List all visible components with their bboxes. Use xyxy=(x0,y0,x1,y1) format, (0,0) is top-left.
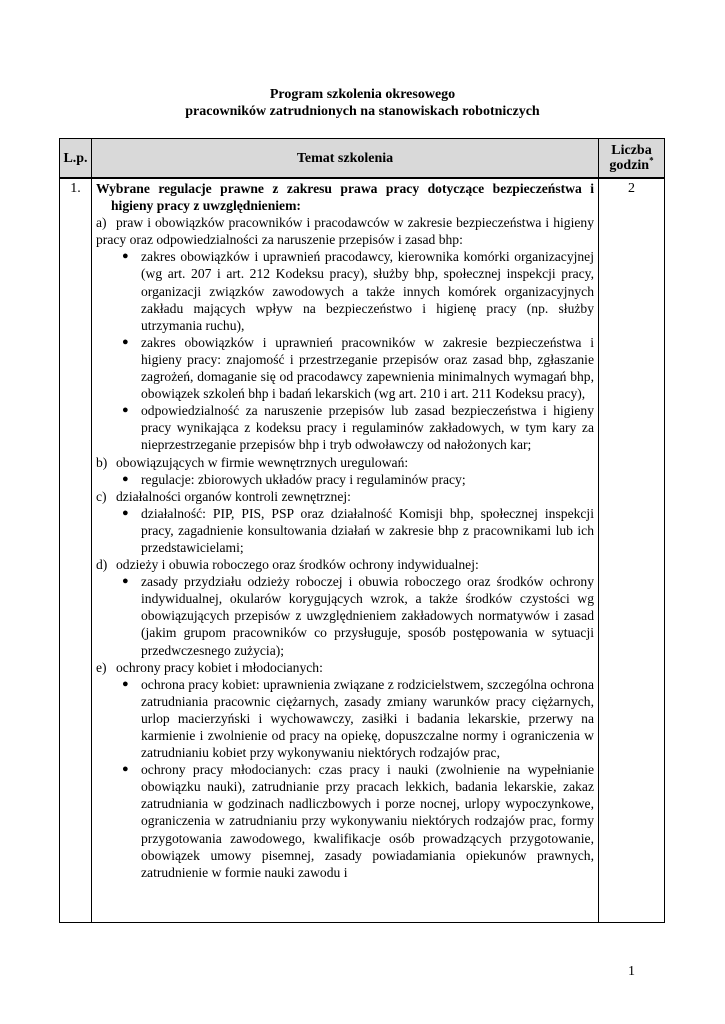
bullet-icon: ● xyxy=(122,763,129,776)
table-header-row xyxy=(60,139,665,178)
section-c xyxy=(96,488,594,505)
section-c-text: działalności organów kontroli zewnętrznej: xyxy=(116,488,351,504)
bullet-icon: ● xyxy=(122,677,129,690)
bullet-icon: ● xyxy=(122,506,129,519)
document-title-line-1: Program szkolenia okresowego xyxy=(269,87,456,102)
header-lp: L.p. xyxy=(60,139,92,178)
document-title xyxy=(0,86,725,120)
section-e xyxy=(96,659,594,676)
table-row xyxy=(60,179,665,923)
list-item: ● odpowiedzialność za naruszenie przepisów lub zasad bezpieczeństwa i higieny pracy wynikająca z kodeksu pracy i regulaminów zakładowych, w tym kary za nieprzestrzeganie przepisów bhp i tryb odwoławczy od nałożonych kar; xyxy=(122,403,594,453)
section-c-list xyxy=(96,505,594,556)
topic-title: Wybrane regulacje prawne z zakresu prawa pracy dotyczące bezpieczeństwa i higieny pracy z uwzględnieniem: xyxy=(96,181,594,214)
row-number: 1. xyxy=(60,179,92,923)
section-c-letter: c) xyxy=(96,488,107,504)
section-b-letter: b) xyxy=(96,454,108,470)
list-item: ● zakres obowiązków i uprawnień pracodawcy, kierownika komórki organizacyjnej (wg art. 207 i art. 212 Kodeksu pracy), służby bhp, społecznej inspekcji pracy, organizacji związków zawodowych a także innych komórek organizacyjnych zakładu mających wpływ na bezpieczeństwo i higienę pracy (np. służby utrzymania ruchu), xyxy=(122,249,594,333)
section-e-list xyxy=(96,676,594,881)
section-d-list xyxy=(96,573,594,658)
bullet-icon: ● xyxy=(122,335,129,348)
section-d-letter: d) xyxy=(96,557,108,573)
section-e-text: ochrony pracy kobiet i młodocianych: xyxy=(116,659,323,675)
list-item: ● regulacje: zbiorowych układów pracy i regulaminów pracy; xyxy=(122,471,466,487)
header-topic: Temat szkolenia xyxy=(92,139,599,178)
page-number: 1 xyxy=(628,964,635,979)
section-d-text: odzieży i obuwia roboczego oraz środków ochrony indywidualnej: xyxy=(116,557,479,573)
section-b xyxy=(96,454,594,471)
list-item: ● zasady przydziału odzieży roboczej i obuwia roboczego oraz środków ochrony indywidualnej, okularów korygujących wzrok, a także środków czystości wg obowiązujących przepisów z uwzględnieniem zakładowych normatywów i zasad (jakim grupom pracowników co przysługuje, sposób postępowania w sytuacji przedwczesnego zużycia); xyxy=(122,574,594,658)
header-hours-footnote: * xyxy=(649,155,654,166)
section-b-text: obowiązujących w firmie wewnętrznych uregulowań: xyxy=(116,454,409,470)
row-hours: 2 xyxy=(599,179,665,923)
list-item: ● ochrony pracy młodocianych: czas pracy i nauki (zwolnienie na wypełnianie obowiązku nauki), zatrudnianie przy pracach lekkich, badania lekarskie, zakaz zatrudniania w godzinach nadliczbowych i porze nocnej, urlopy wypoczynkowe, ograniczenia w zatrudnianiu przy wykonywaniu niektórych rodzajów prac, formy przygotowania zawodowego, kwalifikacje osób prowadzących przygotowanie, obowiązek umowy pisemnej, zasady powiadamiania opiekunów prawnych, zatrudnienie w formie nauki zawodu i xyxy=(122,762,594,880)
section-e-letter: e) xyxy=(96,659,107,675)
document-title-line-2: pracowników zatrudnionych na stanowiskach robotniczych xyxy=(185,104,540,119)
bullet-icon: ● xyxy=(122,575,129,588)
training-program-table xyxy=(59,138,665,923)
section-a-letter: a) xyxy=(96,215,107,231)
bullet-icon: ● xyxy=(122,472,129,485)
section-d xyxy=(96,556,594,573)
section-a-list xyxy=(96,248,594,453)
section-a-text: praw i obowiązków pracowników i pracodawców w zakresie bezpieczeństwa i higieny pracy oraz odpowiedzialności za naruszenie przepisów i zasad bhp: xyxy=(96,215,594,248)
header-hours-line-1: Liczba xyxy=(611,143,652,158)
list-item: ● zakres obowiązków i uprawnień pracowników w zakresie bezpieczeństwa i higieny pracy: znajomość i przestrzeganie przepisów oraz zasad bhp, zgłaszanie zagrożeń, domaganie się od pracodawcy zapewnienia minimalnych wymagań bhp, obowiązek szkoleń bhp i badań lekarskich (wg art. 210 i art. 211 Kodeksu pracy), xyxy=(122,334,594,402)
header-hours-line-2: godzin xyxy=(609,158,650,173)
section-a xyxy=(96,214,594,248)
row-topic xyxy=(92,179,599,923)
bullet-icon: ● xyxy=(122,404,129,417)
list-item: ● ochrona pracy kobiet: uprawnienia związane z rodzicielstwem, szczególna ochrona zatrudniania pracownic ciężarnych, zasady zmiany warunków pracy ciężarnych, urlop macierzyński i wychowawczy, zasiłki i badania lekarskie, przerwy na karmienie i zwolnienie od pracy na opiekę, dopuszczalne normy i ograniczenia w zatrudnianiu kobiet przy wykonywaniu niektórych rodzajów prac, xyxy=(122,676,594,761)
header-hours xyxy=(599,139,665,178)
bullet-icon: ● xyxy=(122,250,129,263)
section-b-list xyxy=(96,471,594,488)
list-item: ● działalność: PIP, PIS, PSP oraz działalność Komisji bhp, społecznej inspekcji pracy, zagadnienie konsultowania działań w zakresie bhp z pracownikami lub ich przedstawicielami; xyxy=(122,505,594,555)
